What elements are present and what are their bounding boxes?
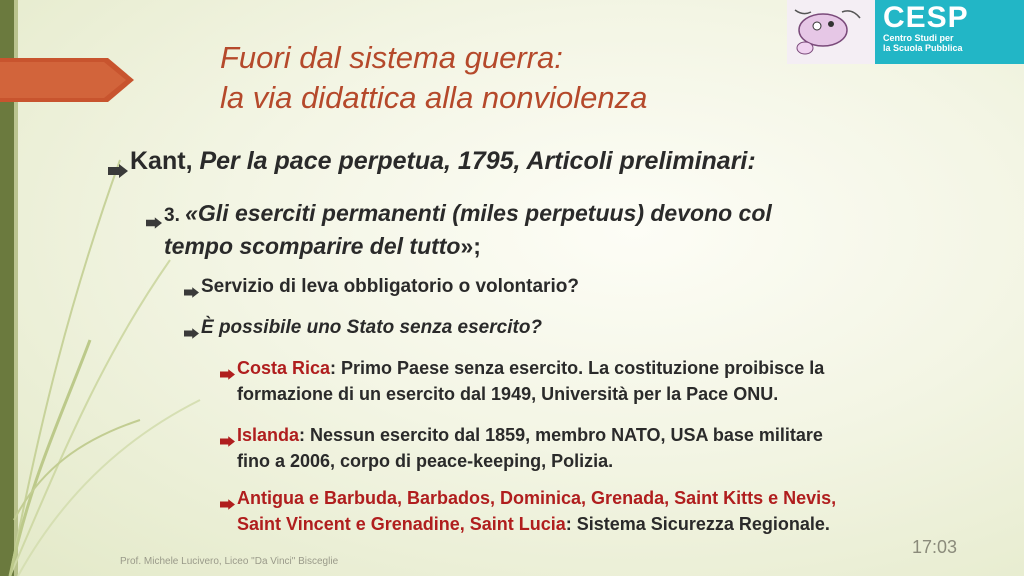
- caribbean-countries-2: Saint Vincent e Grenadine, Saint Lucia: [237, 514, 566, 534]
- kant-work: Per la pace perpetua, 1795, Articoli preliminari:: [199, 147, 756, 175]
- bullet-caribbean: [220, 485, 980, 537]
- logo-subtitle-1: Centro Studi per: [883, 33, 954, 43]
- arrow-bullet-icon: [220, 491, 237, 537]
- question-conscription: Servizio di leva obbligatorio o volontario?: [201, 276, 579, 297]
- question-state-without-army: È possibile uno Stato senza esercito?: [201, 317, 543, 338]
- arrow-bullet-icon: [220, 428, 237, 474]
- bullet-state-without-army: [184, 315, 542, 347]
- bullet-conscription: [184, 274, 579, 306]
- bullet-islanda: [220, 422, 980, 474]
- article-number: 3.: [164, 205, 186, 226]
- country-costa-rica: Costa Rica: [237, 358, 331, 378]
- costa-rica-text-1: : Primo Paese senza esercito. La costituzione proibisce la: [330, 358, 825, 378]
- islanda-text-1: : Nessun esercito dal 1859, membro NATO, USA base militare: [299, 425, 823, 445]
- kant-author: Kant: [130, 147, 186, 175]
- islanda-text-2: fino a 2006, corpo di peace-keeping, Polizia.: [237, 451, 614, 471]
- bullet-costa-rica: [220, 355, 980, 407]
- caribbean-countries-1: Antigua e Barbuda, Barbados, Dominica, Grenada, Saint Kitts e Nevis,: [237, 488, 837, 508]
- arrow-bullet-icon: [146, 206, 164, 261]
- article-quote-line-1: «Gli eserciti permanenti (miles perpetuus) devono col: [185, 200, 772, 226]
- title-line-2: la via didattica alla nonviolenza: [220, 80, 648, 115]
- article-quote-line-2: tempo scomparire del tutto: [164, 233, 461, 259]
- bullet-article-3: [146, 198, 772, 261]
- logo-brand: CESP: [883, 1, 969, 34]
- arrow-bullet-icon: [108, 154, 130, 186]
- costa-rica-text-2: formazione di un esercito dal 1949, Università per la Pace ONU.: [237, 384, 779, 404]
- logo-subtitle-2: la Scuola Pubblica: [883, 43, 963, 53]
- caribbean-text: : Sistema Sicurezza Regionale.: [565, 514, 830, 534]
- footer-time: 17:03: [912, 537, 958, 557]
- country-islanda: Islanda: [237, 425, 300, 445]
- bullet-kant: [108, 145, 756, 186]
- article-quote-end: »;: [460, 233, 481, 259]
- kant-separator: ,: [185, 147, 200, 175]
- arrow-bullet-icon: [220, 361, 237, 407]
- footer-author: Prof. Michele Lucivero, Liceo "Da Vinci" Bisceglie: [120, 556, 339, 567]
- title-line-1: Fuori dal sistema guerra:: [220, 40, 563, 75]
- arrow-bullet-icon: [184, 280, 201, 306]
- arrow-bullet-icon: [184, 321, 201, 347]
